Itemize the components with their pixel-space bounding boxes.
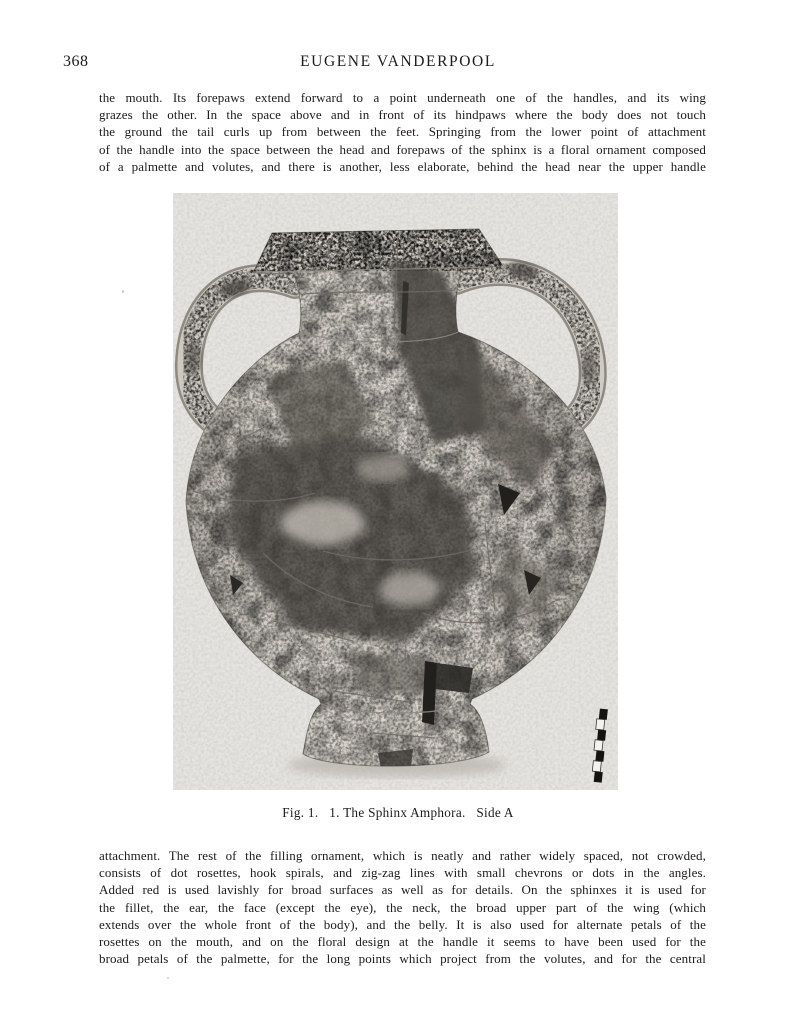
amphora-photo-svg	[173, 193, 618, 790]
running-head-title: EUGENE VANDERPOOL	[300, 53, 496, 70]
figure-caption: Fig. 1. 1. The Sphinx Amphora. Side A	[282, 805, 514, 820]
paragraph-bottom	[99, 847, 706, 967]
text-line: of the handle into the space between the head and forepaws of the sphinx is a floral ornament composed	[99, 141, 706, 157]
page-number: 368	[63, 53, 89, 70]
text-line: the fillet, the ear, the face (except the eye), the neck, the broad upper part of the wing (which	[99, 899, 706, 915]
text-line: attachment. The rest of the filling ornament, which is neatly and rather widely spaced, not crowded,	[99, 848, 706, 863]
scan-speck	[122, 290, 124, 293]
scan-speck	[167, 977, 169, 979]
paragraph-top	[99, 89, 706, 175]
text-line: the mouth. Its forepaws extend forward to a point underneath one of the handles, and its wing	[99, 90, 706, 105]
text-line: consists of dot rosettes, hook spirals, and zig-zag lines with small chevrons or dots in the angles.	[99, 865, 706, 881]
text-line: extends over the whole front of the body), and the belly. It is also used for alternate petals of the	[99, 916, 706, 932]
text-line: rosettes on the mouth, and on the floral design at the handle it seems to have been used for the	[99, 934, 706, 950]
text-line: the ground the tail curls up from between the feet. Springing from the lower point of attachment	[99, 124, 706, 140]
amphora-photo	[173, 193, 618, 790]
text-line: of a palmette and volutes, and there is another, less elaborate, behind the head near the upper handle	[99, 158, 706, 174]
text-line: broad petals of the palmette, for the long points which project from the volutes, and for the central	[99, 951, 706, 967]
text-line: grazes the other. In the space above and in front of its hindpaws where the body does not touch	[99, 107, 706, 123]
text-line: Added red is used lavishly for broad surfaces as well as for details. On the sphinxes it is used for	[99, 882, 706, 898]
